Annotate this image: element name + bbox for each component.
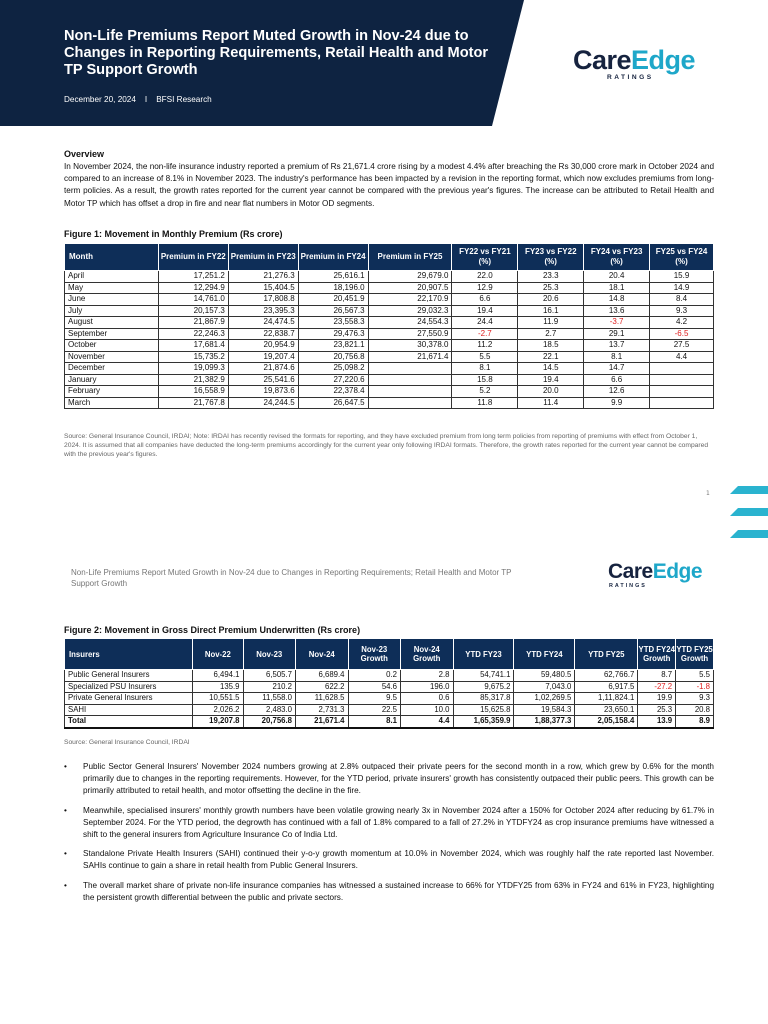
table-cell: 20,954.9 <box>228 340 298 352</box>
list-item-text: The overall market share of private non-life insurance companies has witnessed a sustained increase to 66% for YTDFY25 from 63% in FY24 and 61% in FY23, highlighting the persistent growth differential between the public and private sectors. <box>83 880 714 902</box>
table-cell: 29,032.3 <box>368 305 452 317</box>
table-cell <box>650 397 714 409</box>
table-cell: 19.4 <box>452 305 518 317</box>
figure2-col-header: Nov-23 <box>243 639 296 670</box>
figure2-title: Figure 2: Movement in Gross Direct Premium Underwritten (Rs crore) <box>64 625 361 635</box>
table-cell: 25.3 <box>638 704 676 716</box>
table-cell: 26,567.3 <box>298 305 368 317</box>
table-cell: 23.3 <box>518 271 584 283</box>
figure2-header-row <box>65 639 714 670</box>
table-cell: 15,735.2 <box>158 351 228 363</box>
table-cell: 20,157.3 <box>158 305 228 317</box>
table-cell <box>650 374 714 386</box>
table-cell: 135.9 <box>193 681 243 693</box>
table-row <box>65 305 714 317</box>
overview-text: In November 2024, the non-life insurance industry reported a premium of Rs 21,671.4 crore rising by a modest 4.4% after breaching the Rs 30,000 crore mark in October 2024 and compared to an increase of 8.1% in November 2023. The industry's performance has been impacted by a revision in the reporting format, which now excludes premiums from long-term policies. As a result, the growth rates reported for the current year cannot be compared with the previous year's figures. The increase can be attributed to Retail Health and Motor TP which has offset a drop in fire and near flat numbers in Motor OD segments. <box>64 162 714 208</box>
table-cell: 25,541.6 <box>228 374 298 386</box>
table-row <box>65 670 714 682</box>
figure1-col-header: Premium in FY22 <box>158 244 228 271</box>
table-cell: -3.7 <box>584 317 650 329</box>
table-cell: 20,907.5 <box>368 282 452 294</box>
table-cell: 29,476.3 <box>298 328 368 340</box>
table-row <box>65 351 714 363</box>
table-cell: 11.2 <box>452 340 518 352</box>
table-cell: 19,207.8 <box>193 716 243 728</box>
table-cell: 62,766.7 <box>575 670 638 682</box>
table-cell: November <box>65 351 159 363</box>
table-cell: 13.7 <box>584 340 650 352</box>
table-cell: SAHI <box>65 704 193 716</box>
page2-running-header: Non-Life Premiums Report Muted Growth in Nov-24 due to Changes in Reporting Requirements; Retail Health and Motor TP Support Growth <box>71 568 512 588</box>
figure1-col-header: Premium in FY24 <box>298 244 368 271</box>
table-cell: 20.8 <box>676 704 714 716</box>
figure1-col-header: FY22 vs FY21 (%) <box>452 244 518 271</box>
figure2-body <box>65 670 714 728</box>
figure2-col-header: Nov-23 Growth <box>348 639 401 670</box>
table-cell: 11.9 <box>518 317 584 329</box>
figure2-source: Source: General Insurance Council, IRDAI <box>64 739 190 746</box>
table-row <box>65 374 714 386</box>
table-cell <box>368 397 452 409</box>
figure2-col-header: Nov-24 Growth <box>401 639 454 670</box>
report-date: December 20, 2024 <box>64 95 136 104</box>
table-cell: 29.1 <box>584 328 650 340</box>
table-cell: Public General Insurers <box>65 670 193 682</box>
table-cell: 2,483.0 <box>243 704 296 716</box>
table-cell: June <box>65 294 159 306</box>
table-cell: 25,616.1 <box>298 271 368 283</box>
table-cell: 22,838.7 <box>228 328 298 340</box>
table-cell: March <box>65 397 159 409</box>
table-row <box>65 294 714 306</box>
table-cell: 2.8 <box>401 670 454 682</box>
table-cell: 4.2 <box>650 317 714 329</box>
total-row <box>65 716 714 728</box>
table-cell: 25.3 <box>518 282 584 294</box>
table-cell: 8.9 <box>676 716 714 728</box>
table-cell: 9.3 <box>650 305 714 317</box>
logo-word-care: Care <box>573 45 632 75</box>
table-cell: October <box>65 340 159 352</box>
table-cell: August <box>65 317 159 329</box>
list-item <box>64 880 714 904</box>
table-cell: 8.7 <box>638 670 676 682</box>
table-cell: 15,625.8 <box>453 704 514 716</box>
table-cell: 9.3 <box>676 693 714 705</box>
table-cell: 59,480.5 <box>514 670 575 682</box>
table-cell: 15.9 <box>650 271 714 283</box>
table-cell: 19,099.3 <box>158 363 228 375</box>
table-cell: 19.9 <box>638 693 676 705</box>
table-cell: 5.2 <box>452 386 518 398</box>
careedge-logo <box>573 46 695 81</box>
table-cell: 20,756.8 <box>243 716 296 728</box>
table-cell: 14.8 <box>584 294 650 306</box>
table-cell: 20.6 <box>518 294 584 306</box>
table-cell <box>368 363 452 375</box>
table-cell: 29,679.0 <box>368 271 452 283</box>
bullet-icon: • <box>64 805 67 815</box>
figure2-col-header: Insurers <box>65 639 193 670</box>
report-title: Non-Life Premiums Report Muted Growth in Nov-24 due to Changes in Reporting Requirements, Retail Health and Motor TP Support Growth <box>64 28 489 78</box>
table-cell: 2,731.3 <box>296 704 349 716</box>
figure2-col-header: Nov-22 <box>193 639 243 670</box>
table-cell: 12,294.9 <box>158 282 228 294</box>
table-cell: 17,681.4 <box>158 340 228 352</box>
table-cell: 22,378.4 <box>298 386 368 398</box>
bullet-icon: • <box>64 849 67 859</box>
logo-subtitle: RATINGS <box>609 583 647 589</box>
table-row <box>65 704 714 716</box>
table-cell: 20.0 <box>518 386 584 398</box>
report-category: BFSI Research <box>156 95 212 104</box>
table-cell <box>650 386 714 398</box>
logo-subtitle: RATINGS <box>607 74 654 81</box>
table-row <box>65 317 714 329</box>
table-cell: 9.5 <box>348 693 401 705</box>
figure1-body <box>65 271 714 409</box>
table-cell: 8.1 <box>452 363 518 375</box>
table-cell: January <box>65 374 159 386</box>
table-cell: 21,767.8 <box>158 397 228 409</box>
table-cell: 17,251.2 <box>158 271 228 283</box>
table-cell: 12.9 <box>452 282 518 294</box>
table-cell: 11.8 <box>452 397 518 409</box>
table-cell: 21,671.4 <box>368 351 452 363</box>
figure1-col-header: Premium in FY25 <box>368 244 452 271</box>
table-cell: 11,628.5 <box>296 693 349 705</box>
table-cell: 12.6 <box>584 386 650 398</box>
table-cell: 196.0 <box>401 681 454 693</box>
table-cell: 22,246.3 <box>158 328 228 340</box>
list-item <box>64 761 714 798</box>
figure2-col-header: YTD FY25 <box>575 639 638 670</box>
logo-word-edge: Edge <box>652 560 703 583</box>
table-cell: Specialized PSU Insurers <box>65 681 193 693</box>
table-row <box>65 693 714 705</box>
table-cell: 18.1 <box>584 282 650 294</box>
table-cell: 4.4 <box>650 351 714 363</box>
table-cell: Total <box>65 716 193 728</box>
table-cell: 20,451.9 <box>298 294 368 306</box>
table-cell: 24,554.3 <box>368 317 452 329</box>
table-cell: 8.4 <box>650 294 714 306</box>
table-cell: 6,689.4 <box>296 670 349 682</box>
table-cell: 7,043.0 <box>514 681 575 693</box>
table-cell: 27.5 <box>650 340 714 352</box>
table-cell: May <box>65 282 159 294</box>
table-cell: 24,474.5 <box>228 317 298 329</box>
table-row <box>65 282 714 294</box>
table-cell: 11.4 <box>518 397 584 409</box>
figure1-col-header: Premium in FY23 <box>228 244 298 271</box>
table-cell: 30,378.0 <box>368 340 452 352</box>
table-cell: July <box>65 305 159 317</box>
table-cell: 622.2 <box>296 681 349 693</box>
logo-word-edge: Edge <box>631 45 696 75</box>
meta-separator: I <box>144 95 148 104</box>
table-cell: 21,874.6 <box>228 363 298 375</box>
table-cell <box>650 363 714 375</box>
table-cell: 8.1 <box>348 716 401 728</box>
table-cell: September <box>65 328 159 340</box>
table-cell: 13.9 <box>638 716 676 728</box>
table-cell: 20,756.8 <box>298 351 368 363</box>
table-cell: 21,276.3 <box>228 271 298 283</box>
table-cell: -2.7 <box>452 328 518 340</box>
table-cell: 11,558.0 <box>243 693 296 705</box>
table-cell: 6.6 <box>584 374 650 386</box>
table-cell: 27,220.6 <box>298 374 368 386</box>
table-cell: 85,317.8 <box>453 693 514 705</box>
figure2-col-header: YTD FY23 <box>453 639 514 670</box>
table-cell: 8.1 <box>584 351 650 363</box>
list-item-text: Standalone Private Health Insurers (SAHI) continued their y-o-y growth momentum at 10.0% in November 2024, which was roughly half the rate reported last November. SAHIs continue to gain a share in retail health from Public General Insurers. <box>83 849 714 871</box>
table-cell: 6,917.5 <box>575 681 638 693</box>
table-cell: 9,675.2 <box>453 681 514 693</box>
table-cell: 1,88,377.3 <box>514 716 575 728</box>
table-row <box>65 397 714 409</box>
table-row <box>65 271 714 283</box>
figure1-col-header: Month <box>65 244 159 271</box>
table-cell: 0.2 <box>348 670 401 682</box>
table-cell: 23,821.1 <box>298 340 368 352</box>
overview-section <box>64 149 714 210</box>
table-row <box>65 386 714 398</box>
table-cell: 14.7 <box>584 363 650 375</box>
table-cell: 27,550.9 <box>368 328 452 340</box>
figure1-header-row <box>65 244 714 271</box>
figure1-source: Source: General Insurance Council, IRDAI; Note: IRDAI has recently revised the formats for reporting, and they have excluded premium from long term policies from reporting of premiums with effect from October 1, 2024. It is assumed that all companies have deducted the long-term premiums accordingly for the current year only following IRDAI formats. Therefore, the growth rates reported for the current year cannot be compared with the previous year's figures. <box>64 433 709 459</box>
table-cell: 16.1 <box>518 305 584 317</box>
figure1-table <box>64 243 714 409</box>
table-cell: 1,65,359.9 <box>453 716 514 728</box>
table-cell: 26,647.5 <box>298 397 368 409</box>
table-cell: 22.0 <box>452 271 518 283</box>
table-row <box>65 328 714 340</box>
figure2-col-header: YTD FY25 Growth <box>676 639 714 670</box>
key-points-list <box>64 761 714 911</box>
bullet-icon: • <box>64 880 67 890</box>
table-cell: 0.6 <box>401 693 454 705</box>
table-cell: 210.2 <box>243 681 296 693</box>
table-cell: 19,873.6 <box>228 386 298 398</box>
table-cell: 10,551.5 <box>193 693 243 705</box>
table-row <box>65 363 714 375</box>
figure1-title: Figure 1: Movement in Monthly Premium (Rs crore) <box>64 229 283 239</box>
overview-heading: Overview <box>64 149 105 159</box>
table-cell: 4.4 <box>401 716 454 728</box>
list-item-text: Public Sector General Insurers' November 2024 numbers growing at 2.8% outpaced their private peers for the second month in a row, which grew by 0.6% for the month primarily due to changes in the reporting requirements. However, for the YTD period, private insurers' growth has consistently outpaced their public peers. This growth can be primarily attributed to retail health, and motor offsetting the decline in the fire. <box>83 762 714 796</box>
table-cell: 2,05,158.4 <box>575 716 638 728</box>
table-cell: February <box>65 386 159 398</box>
table-cell: -27.2 <box>638 681 676 693</box>
figure1-col-header: FY23 vs FY22 (%) <box>518 244 584 271</box>
table-row <box>65 340 714 352</box>
table-cell: 14.5 <box>518 363 584 375</box>
table-cell: 5.5 <box>452 351 518 363</box>
list-item <box>64 805 714 842</box>
table-cell: 19,584.3 <box>514 704 575 716</box>
table-cell: 18.5 <box>518 340 584 352</box>
table-cell: 25,098.2 <box>298 363 368 375</box>
table-cell: 15,404.5 <box>228 282 298 294</box>
report-meta <box>64 95 212 104</box>
table-cell: 5.5 <box>676 670 714 682</box>
table-cell: 23,650.1 <box>575 704 638 716</box>
table-row <box>65 681 714 693</box>
table-cell: 54.6 <box>348 681 401 693</box>
table-cell: 22.5 <box>348 704 401 716</box>
table-cell: 23,395.3 <box>228 305 298 317</box>
table-cell: 2.7 <box>518 328 584 340</box>
figure1-col-header: FY25 vs FY24 (%) <box>650 244 714 271</box>
table-cell: 10.0 <box>401 704 454 716</box>
table-cell: 21,382.9 <box>158 374 228 386</box>
decorative-stripes <box>730 480 768 550</box>
table-cell <box>368 374 452 386</box>
figure2-col-header: Nov-24 <box>296 639 349 670</box>
table-cell: 20.4 <box>584 271 650 283</box>
table-cell: 21,671.4 <box>296 716 349 728</box>
table-cell: 17,808.8 <box>228 294 298 306</box>
table-cell: 14,761.0 <box>158 294 228 306</box>
table-cell: 13.6 <box>584 305 650 317</box>
table-cell: 19,207.4 <box>228 351 298 363</box>
table-cell: 15.8 <box>452 374 518 386</box>
figure2-col-header: YTD FY24 Growth <box>638 639 676 670</box>
table-cell: -1.8 <box>676 681 714 693</box>
table-cell: 23,558.3 <box>298 317 368 329</box>
table-cell: 16,558.9 <box>158 386 228 398</box>
table-cell: 1,11,824.1 <box>575 693 638 705</box>
figure1-col-header: FY24 vs FY23 (%) <box>584 244 650 271</box>
table-cell: Private General Insurers <box>65 693 193 705</box>
table-cell: 6,505.7 <box>243 670 296 682</box>
figure2-table <box>64 638 714 729</box>
table-cell: 54,741.1 <box>453 670 514 682</box>
table-cell: April <box>65 271 159 283</box>
careedge-logo-small <box>608 561 702 589</box>
table-cell: 19.4 <box>518 374 584 386</box>
page-number: 1 <box>706 490 710 497</box>
table-cell: 24,244.5 <box>228 397 298 409</box>
table-cell: 9.9 <box>584 397 650 409</box>
logo-word-care: Care <box>608 560 653 583</box>
table-cell: 22,170.9 <box>368 294 452 306</box>
table-cell: 22.1 <box>518 351 584 363</box>
table-cell: -6.5 <box>650 328 714 340</box>
bullet-icon: • <box>64 762 67 771</box>
table-cell <box>368 386 452 398</box>
list-item <box>64 848 714 872</box>
table-cell: 21,867.9 <box>158 317 228 329</box>
table-cell: 2,026.2 <box>193 704 243 716</box>
table-cell: 18,196.0 <box>298 282 368 294</box>
table-cell: 14.9 <box>650 282 714 294</box>
table-cell: 6.6 <box>452 294 518 306</box>
list-item-text: Meanwhile, specialised insurers' monthly growth numbers have been volatile growing nearly 3x in November 2024 after a 150% for October 2024 after reducing by 61.7% in September 2024. For the YTD period, the degrowth has continued with a fall of 1.8% compared to a fall of 27.2% in YTDFY24 as crop insurance premiums have witnessed a shift to the general insurers from Agriculture Insurance Co of India Ltd. <box>83 805 714 840</box>
figure2-col-header: YTD FY24 <box>514 639 575 670</box>
table-cell: 24.4 <box>452 317 518 329</box>
table-cell: December <box>65 363 159 375</box>
table-cell: 1,02,269.5 <box>514 693 575 705</box>
table-cell: 6,494.1 <box>193 670 243 682</box>
